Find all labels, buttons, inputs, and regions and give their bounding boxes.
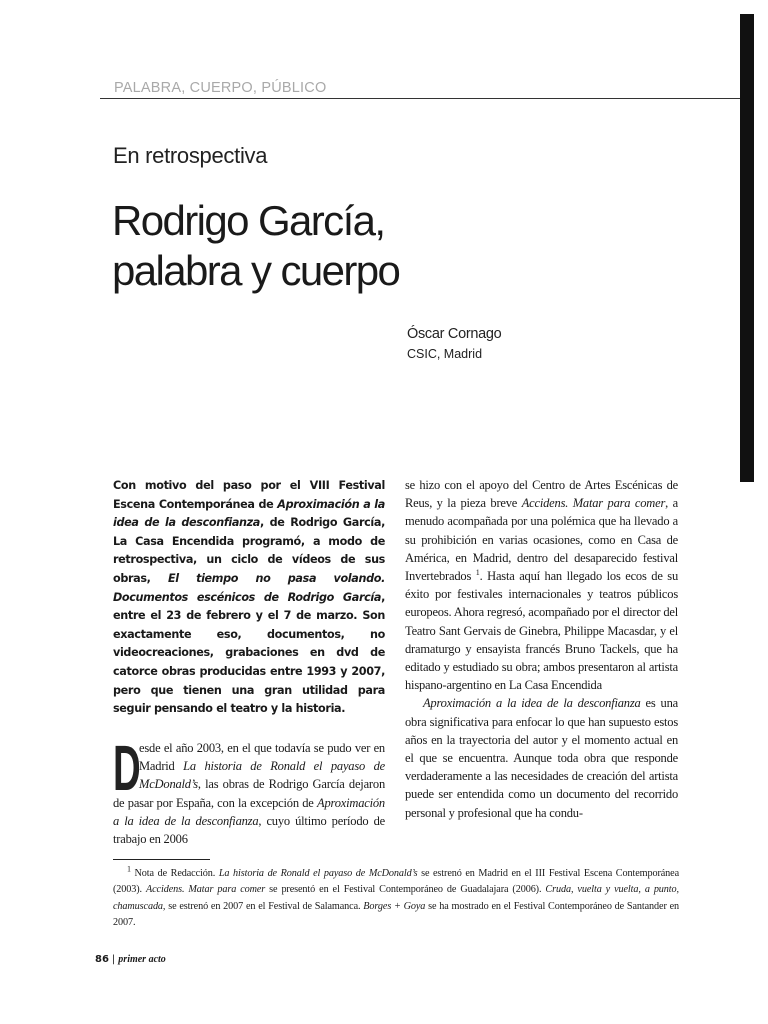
page-footer — [95, 954, 166, 965]
footnote-text: se estrenó en Madrid en el III Festival Escena Contemporánea (2003). — [113, 868, 679, 896]
author-affiliation: CSIC, Madrid — [407, 347, 483, 361]
body-column-right — [405, 476, 678, 822]
abstract-italic: Aproximación a la idea de la desconfianza — [113, 497, 385, 530]
footnote-italic: Accidens. Matar para comer — [146, 884, 266, 896]
footnote-rule — [113, 859, 210, 860]
footnote-italic: Cruda, vuelta y vuelta, a punto, chamuscada, — [113, 884, 679, 912]
abstract-text: Con motivo del paso por el VIII Festival Escena Contemporánea de — [113, 479, 385, 511]
body-text: esde el año 2003, en el que todavía se pudo ver en Madrid — [139, 741, 385, 774]
abstract-text: , de Rodrigo García, La Casa Encendida programó, a modo de retrospectiva, un ciclo de vídeos de sus obras, — [113, 516, 385, 585]
paragraph — [405, 694, 678, 821]
body-text: es una obra significativa para enfocar lo que han supuesto estos años en la trayectoria del autor y el momento actual en el que se encuentra. Aunque toda obra que responde verdaderamente a las necesidades de creación del artista puede ser entendida como un documento del recorrido personal y profesional que ha condu- — [405, 696, 678, 820]
drop-cap: D — [113, 732, 141, 804]
body-text: . Hasta aquí han llegado los ecos de su éxito por festivales internacionales y teatros públicos europeos. Ahora regresó, acompañado por el director del Teatro Sant Gervais de Ginebra, Philippe Macasdar, y el dramaturgo y ensayista francés Bruno Tackels, que ha editado y estudiado su obra; ambos presentaron al artista hispano-argentino en La Casa Encendida — [405, 569, 679, 693]
section-header: PALABRA, CUERPO, PÚBLICO — [114, 80, 327, 96]
edge-tab-bar — [740, 14, 754, 482]
header-rule — [100, 98, 740, 99]
footnote — [113, 866, 679, 932]
body-italic: Accidens. Matar para comer — [521, 496, 666, 511]
title-line-1: Rodrigo García, — [112, 197, 385, 244]
body-text: , las obras de Rodrigo García dejaron de pasar por España, con la excepción de — [113, 777, 385, 810]
body-text: se hizo con el apoyo del Centro de Artes Escénicas de Reus, y la pieza breve — [405, 478, 678, 511]
footnote-italic: La historia de Ronald el payaso de McDonald’s — [218, 868, 418, 879]
body-text: , a menudo acompañada por una polémica que ha llevado a su prohibición en varias ocasiones, como en Casa de América, en Madrid, dentro del desaparecido festival Invertebrados — [405, 496, 678, 584]
body-text: , cuyo último período de trabajo en 2006 — [113, 813, 385, 847]
footnote-italic: Borges + Goya — [363, 900, 426, 912]
body-italic: La historia de Ronald el payaso de McDonald’s — [139, 759, 385, 792]
title-line-2: palabra y cuerpo — [112, 247, 400, 294]
article-kicker: En retrospectiva — [113, 143, 268, 168]
body-italic: Aproximación a la idea de la desconfianza — [113, 795, 385, 828]
footnote-text: se presentó en el Festival Contemporáneo de Guadalajara (2006). — [265, 884, 546, 896]
abstract — [113, 477, 385, 719]
paragraph — [405, 476, 678, 694]
footnote-text: se ha mostrado en el Festival Contemporáneo de Santander en 2007. — [113, 900, 680, 929]
footnote-text: Nota de Redacción. — [130, 868, 219, 879]
folio-separator: | — [111, 954, 116, 965]
body-column-left — [113, 732, 385, 848]
magazine-name: primer acto — [118, 954, 166, 965]
footnote-ref[interactable]: 1 — [475, 567, 480, 577]
page-number: 86 — [95, 954, 109, 965]
abstract-italic: El tiempo no pasa volando. Documentos escénicos de Rodrigo García — [113, 571, 385, 604]
footnote-text: se estrenó en 2007 en el Festival de Salamanca. — [165, 900, 364, 912]
abstract-text: , entre el 23 de febrero y el 7 de marzo. Son exactamente eso, documentos, no videocreaciones, grabaciones en dvd de catorce obras producidas entre 1993 y 2007, pero que tienen una gran utilidad para seguir pensando el teatro y la historia. — [113, 590, 385, 716]
body-italic: Aproximación a la idea de la desconfianza — [423, 696, 641, 711]
author-name: Óscar Cornago — [407, 326, 502, 342]
footnote-number: 1 — [127, 864, 131, 874]
article-title — [112, 196, 399, 296]
